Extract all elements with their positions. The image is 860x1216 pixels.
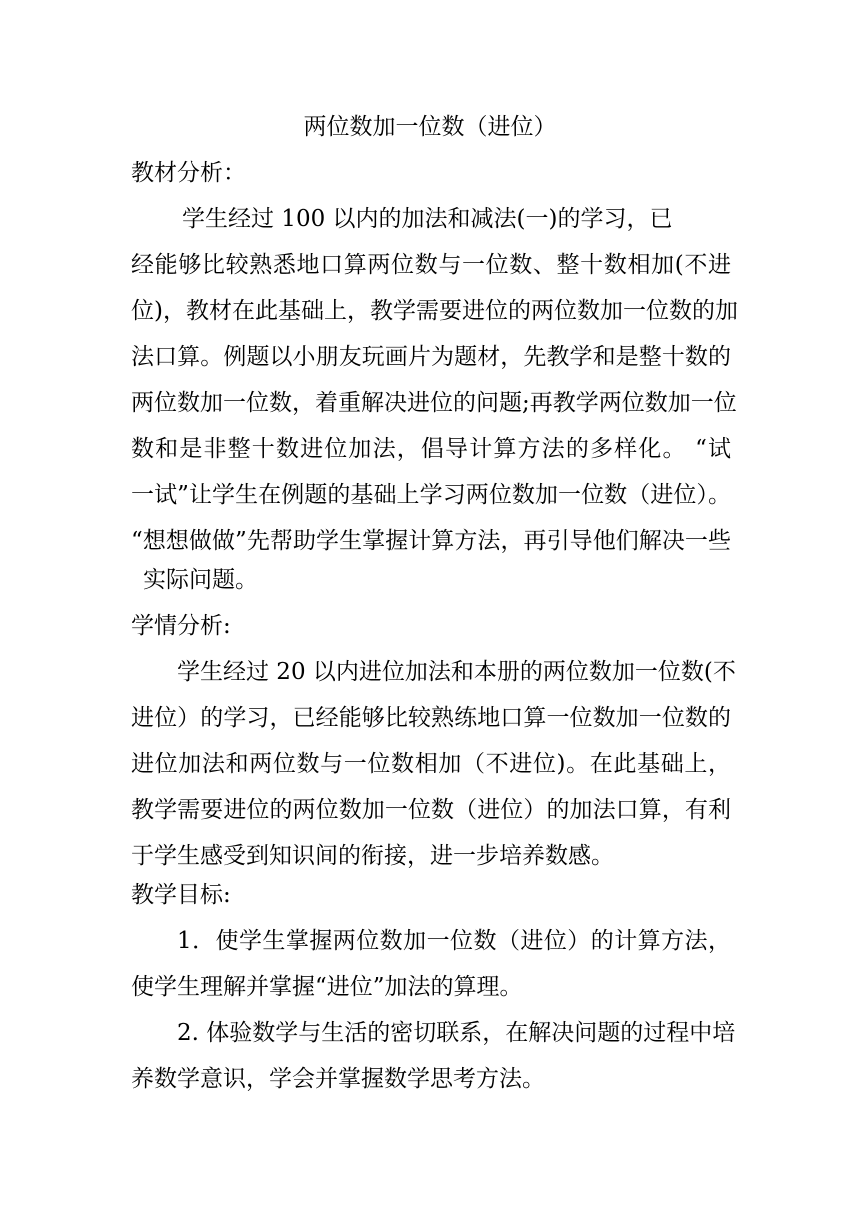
goal-item-1: 1．使学生掌握两位数加一位数（进位）的计算方法， [177, 928, 731, 954]
paragraph-line: 进位）的学习，已经能够比较熟练地口算一位数加一位数的 [131, 705, 731, 731]
paragraph-line: 法口算。例题以小朋友玩画片为题材，先教学和是整十数的 [131, 344, 731, 370]
paragraph-line: 一试”让学生在例题的基础上学习两位数加一位数（进位）。 [131, 482, 731, 508]
paragraph-line: “想想做做”先帮助学生掌握计算方法，再引导他们解决一些 [131, 528, 731, 554]
goal-item-1-cont: 使学生理解并掌握“进位”加法的算理。 [131, 974, 523, 1000]
section-heading-students: 学情分析: [131, 613, 231, 639]
paragraph-line: 教学需要进位的两位数加一位数（进位）的加法口算，有利 [131, 797, 731, 823]
goal-item-2: 2. 体验数学与生活的密切联系，在解决问题的过程中培 [177, 1020, 736, 1046]
paragraph-line: 实际问题。 [143, 567, 258, 593]
paragraph-line: 学生经过 20 以内进位加法和本册的两位数加一位数(不 [177, 659, 736, 685]
paragraph-line: 经能够比较熟悉地口算两位数与一位数、整十数相加(不进 [131, 252, 731, 278]
section-heading-goals: 教学目标: [131, 882, 231, 908]
paragraph-line: 位)，教材在此基础上，教学需要进位的两位数加一位数的加 [131, 298, 738, 324]
document-title: 两位数加一位数（进位） [303, 114, 557, 140]
paragraph-line: 于学生感受到知识间的衔接，进一步培养数感。 [131, 843, 614, 869]
goal-item-2-cont: 养数学意识，学会并掌握数学思考方法。 [131, 1066, 545, 1092]
paragraph-line: 进位加法和两位数与一位数相加（不进位)。在此基础上， [131, 751, 731, 777]
paragraph-line: 数和是非整十数进位加法，倡导计算方法的多样化。 “试 [131, 436, 731, 462]
paragraph-line: 两位数加一位数，着重解决进位的问题;再教学两位数加一位 [131, 390, 737, 416]
section-heading-material: 教材分析： [131, 160, 246, 186]
paragraph-line: 学生经过 100 以内的加法和减法(一)的学习，已 [182, 206, 673, 232]
